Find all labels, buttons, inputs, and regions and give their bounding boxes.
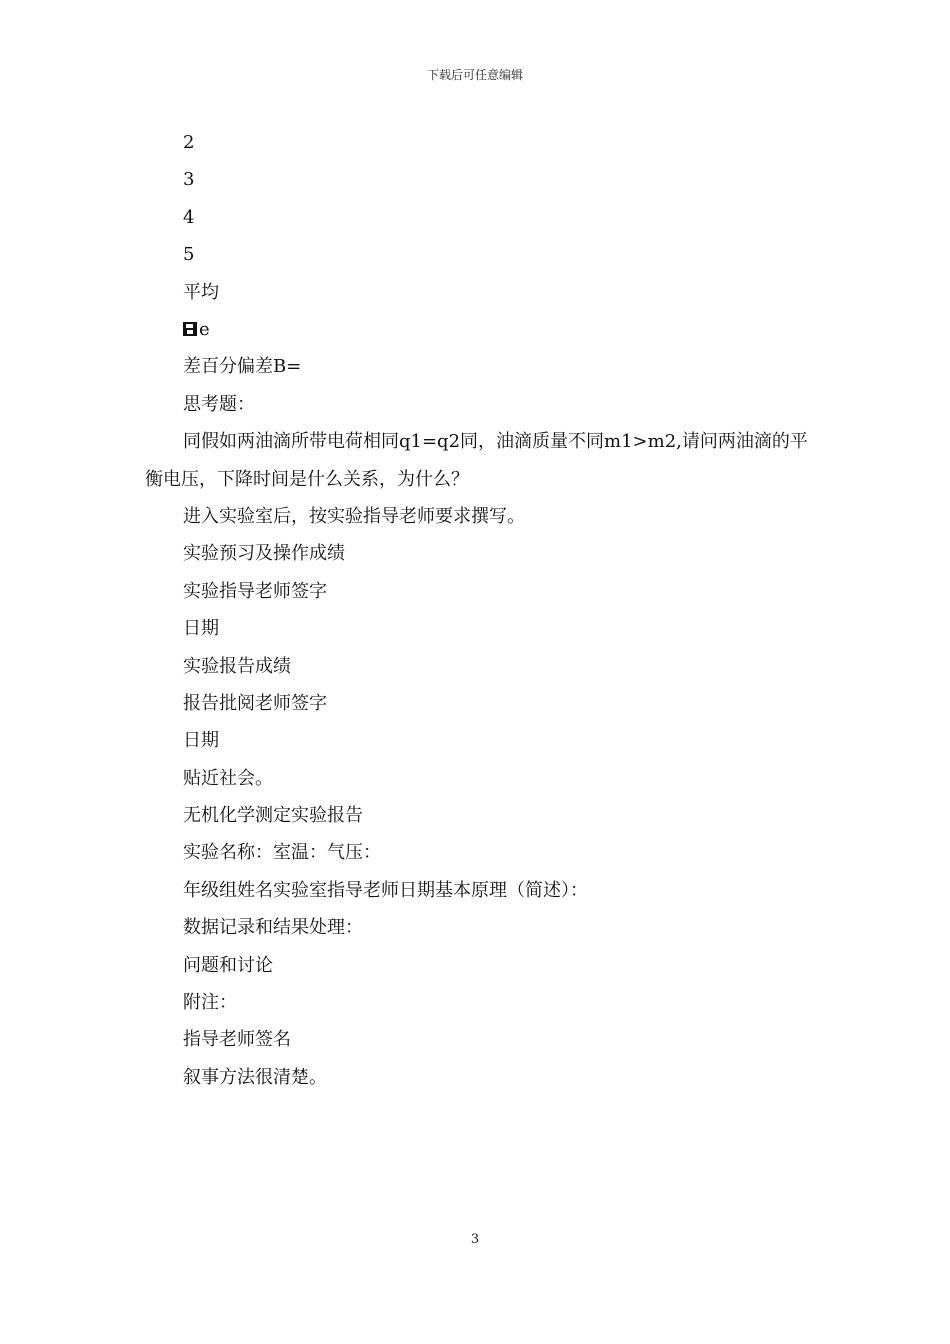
question-paragraph: 同假如两油滴所带电荷相同q1=q2同，油滴质量不同m1>m2,请问两油滴的平衡电压，下降时间是什么关系，为什么？ xyxy=(145,431,808,490)
instructor-signature-label: 实验指导老师签字 xyxy=(183,580,327,602)
reviewer-signature-label: 报告批阅老师签字 xyxy=(183,692,327,714)
notes-label: 附注： xyxy=(183,992,237,1014)
discussion-label: 问题和讨论 xyxy=(183,954,273,976)
average-label: 平均 xyxy=(183,281,219,303)
section-title: 无机化学测定实验报告 xyxy=(183,805,363,827)
page-number: 3 xyxy=(470,1232,480,1247)
table-row-label: 2 xyxy=(183,132,195,153)
instruction-line: 进入实验室后，按实验指导老师要求撰写。 xyxy=(183,505,525,527)
text-line: 贴近社会。 xyxy=(183,767,273,789)
save-icon xyxy=(183,322,197,336)
date-label: 日期 xyxy=(183,618,219,640)
date-label: 日期 xyxy=(183,730,219,752)
data-processing-label: 数据记录和结果处理： xyxy=(183,917,363,939)
questions-heading: 思考题： xyxy=(183,393,255,415)
info-line: 年级组姓名实验室指导老师日期基本原理（简述）： xyxy=(183,879,588,901)
preview-score-label: 实验预习及操作成绩 xyxy=(183,543,345,565)
instructor-sign-label: 指导老师签名 xyxy=(183,1029,291,1051)
report-score-label: 实验报告成绩 xyxy=(183,655,291,677)
page-header: 下载后可任意编辑 xyxy=(426,68,523,82)
table-row-label: 4 xyxy=(183,206,195,228)
symbol-text: e xyxy=(199,318,210,340)
experiment-name-line: 实验名称：室温：气压： xyxy=(183,842,381,864)
table-row-label: 5 xyxy=(183,244,195,266)
document-body xyxy=(145,124,815,1096)
deviation-label: 差百分偏差B= xyxy=(183,356,302,378)
symbol-line xyxy=(145,311,815,348)
table-row-label: 3 xyxy=(183,169,195,191)
text-line: 叙事方法很清楚。 xyxy=(183,1066,327,1088)
